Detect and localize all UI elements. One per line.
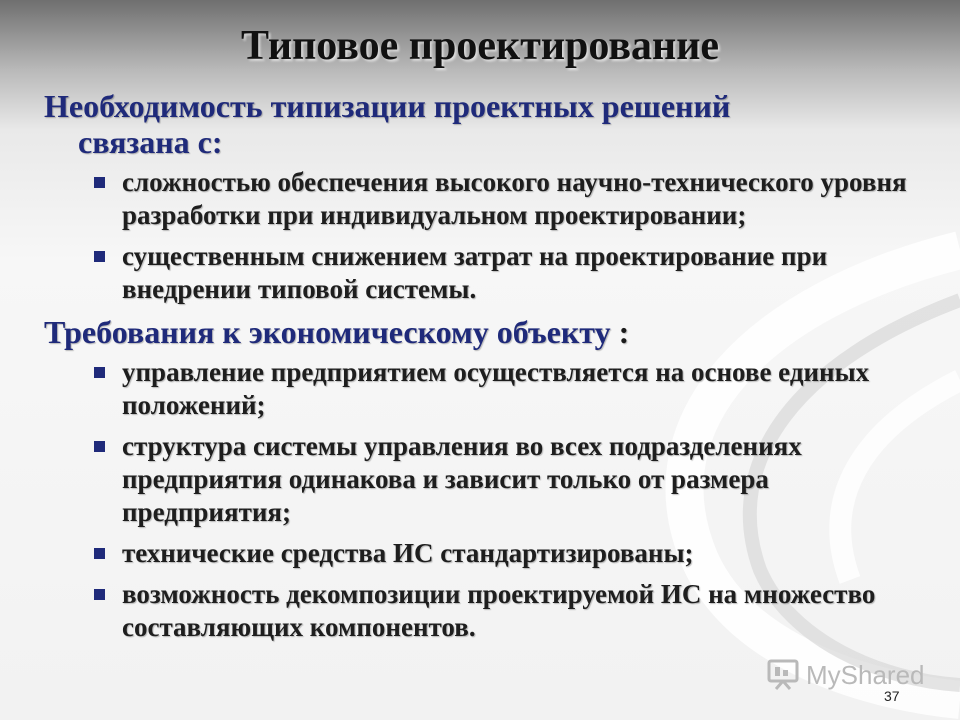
slide-content bbox=[44, 88, 924, 652]
section1-heading bbox=[44, 88, 924, 160]
section2-heading-colon: : bbox=[618, 314, 630, 350]
square-bullet-icon bbox=[94, 548, 105, 559]
slide-title: Типовое проектирование bbox=[240, 23, 720, 69]
list-item bbox=[94, 430, 924, 529]
list-item-text: существенным снижением затрат на проектирование при внедрении типовой системы. bbox=[122, 241, 828, 304]
section1-heading-line2: связана с: bbox=[78, 124, 223, 160]
list-item-text: возможность декомпозиции проектируемой ИС на множество составляющих компонентов. bbox=[122, 579, 876, 642]
section2-list bbox=[44, 356, 924, 644]
list-item-text: сложностью обеспечения высокого научно-технического уровня разработки при индивидуальном проектировании; bbox=[122, 167, 907, 230]
list-item-text: технические средства ИС стандартизированы; bbox=[122, 538, 694, 568]
list-item bbox=[94, 240, 924, 306]
list-item-text: структура системы управления во всех подразделениях предприятия одинакова и зависит только от размера предприятия; bbox=[122, 431, 802, 527]
square-bullet-icon bbox=[94, 251, 105, 262]
section1-list bbox=[44, 166, 924, 306]
square-bullet-icon bbox=[94, 177, 105, 188]
list-item bbox=[94, 356, 924, 422]
myshared-watermark bbox=[766, 656, 926, 696]
square-bullet-icon bbox=[94, 589, 105, 600]
square-bullet-icon bbox=[94, 441, 105, 452]
page-number: 37 bbox=[884, 688, 900, 704]
square-bullet-icon bbox=[94, 367, 105, 378]
watermark-text: MyShared bbox=[806, 660, 925, 690]
list-item-text: управление предприятием осуществляется на основе единых положений; bbox=[122, 357, 870, 420]
list-item bbox=[94, 537, 924, 570]
section2-heading-text: Требования к экономическому объекту bbox=[44, 314, 611, 350]
section1-heading-line1: Необходимость типизации проектных решений bbox=[44, 88, 731, 124]
section2-heading bbox=[44, 314, 924, 350]
list-item bbox=[94, 166, 924, 232]
presentation-board-icon bbox=[766, 658, 800, 690]
list-item bbox=[94, 578, 924, 644]
